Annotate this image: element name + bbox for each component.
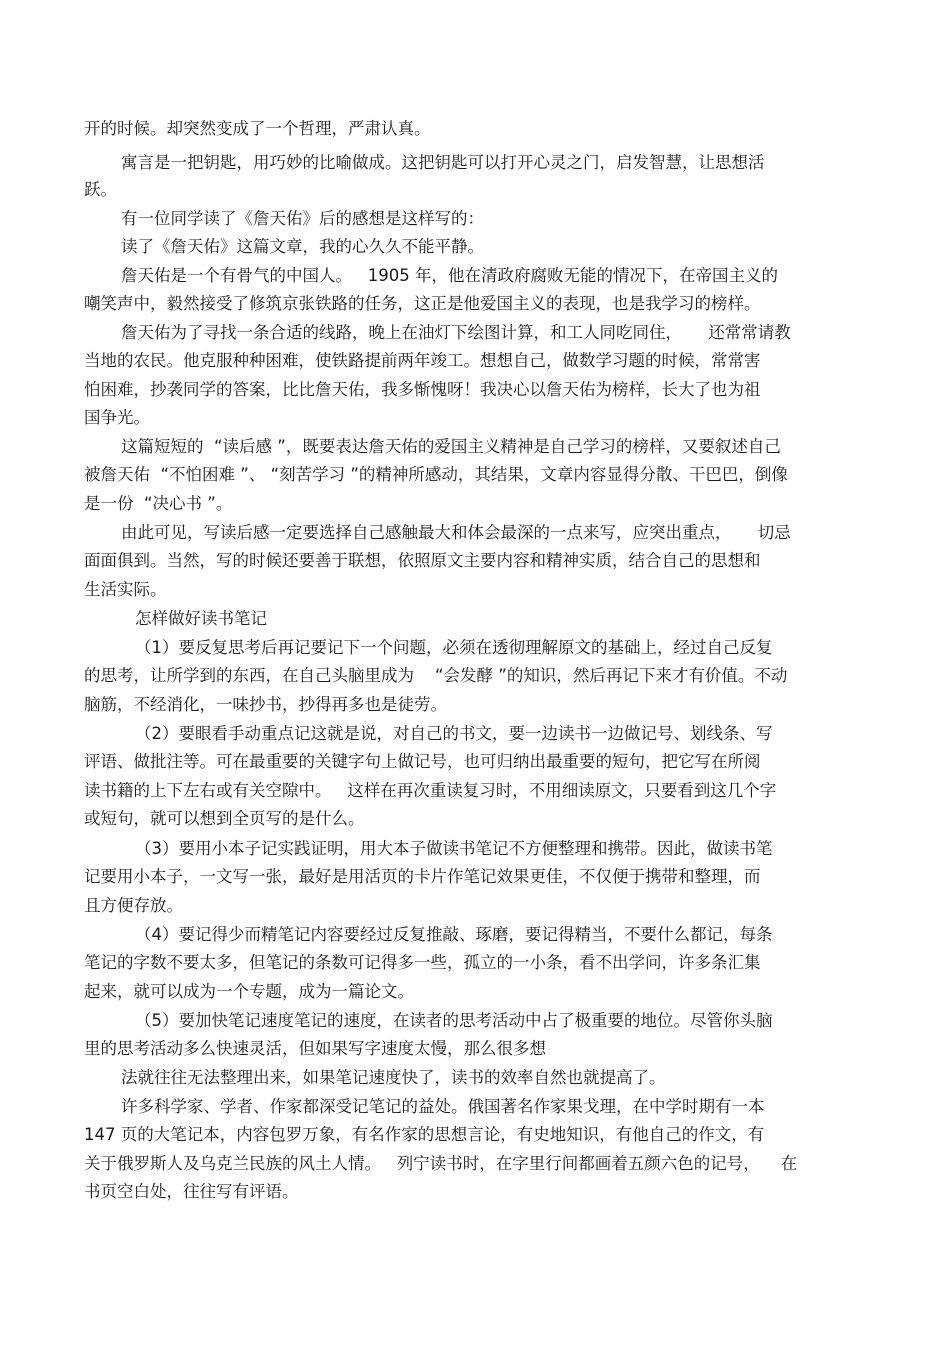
text-line: 的思考，让所学到的东西，在自己头脑里成为 “会发酵 ”的知识，然后再记下来才有价值。不动 [84,666,788,685]
text-line: 跃。 [84,180,117,199]
text-line: 起来，就可以成为一个专题，成为一篇论文。 [84,982,414,1001]
text-line: 笔记的字数不要太多，但笔记的条数可记得多一些，孤立的一小条，看不出学问，许多条汇集 [84,953,761,972]
text-line: 法就往往无法整理出来，如果笔记速度快了，读书的效率自然也就提高了。 [121,1068,666,1087]
text-line: 有一位同学读了《詹天佑》后的感想是这样写的： [121,209,484,228]
section-heading: 怎样做好读书笔记 [135,609,267,628]
text-line: （1）要反复思考后再记要记下一个问题，必须在透彻理解原文的基础上，经过自己反复 [135,638,773,657]
text-line: （5）要加快笔记速度笔记的速度，在读者的思考活动中占了极重要的地位。尽管你头脑 [135,1011,773,1030]
text-line: 被詹天佑 “不怕困难 ”、 “刻苦学习 ”的精神所感动，其结果，文章内容显得分散、干巴巴，倒像 [84,465,788,484]
text-line: 詹天佑是一个有骨气的中国人。 1905 年，他在清政府腐败无能的情况下，在帝国主义的 [121,266,778,285]
text-line: 由此可见，写读后感一定要选择自己感触最大和体会最深的一点来写，应突出重点， 切忌 [121,523,791,542]
text-line: 关于俄罗斯人及乌克兰民族的风土人情。 列宁读书时，在字里行间都画着五颜六色的记号， 在 [84,1154,798,1173]
text-line: 书页空白处，往往写有评语。 [84,1182,299,1201]
text-line: 里的思考活动多么快速灵活，但如果写字速度太慢，那么很多想 [84,1039,546,1058]
text-line: 读了《詹天佑》这篇文章，我的心久久不能平静。 [121,237,484,256]
text-line: 且方便存放。 [84,896,183,915]
text-line: 面面俱到。当然，写的时候还要善于联想，依照原文主要内容和精神实质，结合自己的思想和 [84,551,761,570]
text-line: 读书籍的上下左右或有关空隙中。 这样在再次重读复习时，不用细读原文，只要看到这几个字 [84,781,777,800]
text-line: 嘲笑声中，毅然接受了修筑京张铁路的任务，这正是他爱国主义的表现，也是我学习的榜样。 [84,294,761,313]
text-line: 记要用小本子，一文写一张，最好是用活页的卡片作笔记效果更佳，不仅便于携带和整理，而 [84,867,761,886]
text-line: 生活实际。 [84,580,167,599]
text-line: 许多科学家、学者、作家都深受记笔记的益处。俄国著名作家果戈理，在中学时期有一本 [121,1097,765,1116]
text-line: 是一份 “决心书 ”。 [84,494,233,513]
text-line: 脑筋，不经消化，一味抄书，抄得再多也是徒劳。 [84,695,447,714]
text-line: 詹天佑为了寻找一条合适的线路，晚上在油灯下绘图计算，和工人同吃同住， 还常常请教 [121,323,791,342]
text-line: 寓言是一把钥匙，用巧妙的比喻做成。这把钥匙可以打开心灵之门，启发智慧，让思想活 [121,153,765,172]
text-line: （3）要用小本子记实践证明，用大本子做读书笔记不方便整理和携带。因此，做读书笔 [135,839,773,858]
text-line: 国争光。 [84,408,150,427]
text-line: 这篇短短的 “读后感 ”，既要表达詹天佑的爱国主义精神是自己学习的榜样，又要叙述自己 [121,437,781,456]
text-line: 当地的农民。他克服种种困难，使铁路提前两年竣工。想想自己，做数学习题的时候，常常害 [84,351,761,370]
text-line: 怕困难，抄袭同学的答案，比比詹天佑，我多惭愧呀！我决心以詹天佑为榜样，长大了也为祖 [84,380,761,399]
text-line: 开的时候。却突然变成了一个哲理，严肃认真。 [84,119,431,138]
text-line: （2）要眼看手动重点记这就是说，对自己的书文，要一边读书一边做记号、划线条、写 [135,724,773,743]
text-line: （4）要记得少而精笔记内容要经过反复推敲、琢磨，要记得精当，不要什么都记，每条 [135,925,773,944]
text-line: 或短句，就可以想到全页写的是什么。 [84,809,365,828]
text-line: 评语、做批注等。可在最重要的关键字句上做记号，也可归纳出最重要的短句，把它写在所阅 [84,752,761,771]
text-line: 147 页的大笔记本，内容包罗万象，有名作家的思想言论，有史地知识，有他自己的作文，有 [84,1125,765,1144]
